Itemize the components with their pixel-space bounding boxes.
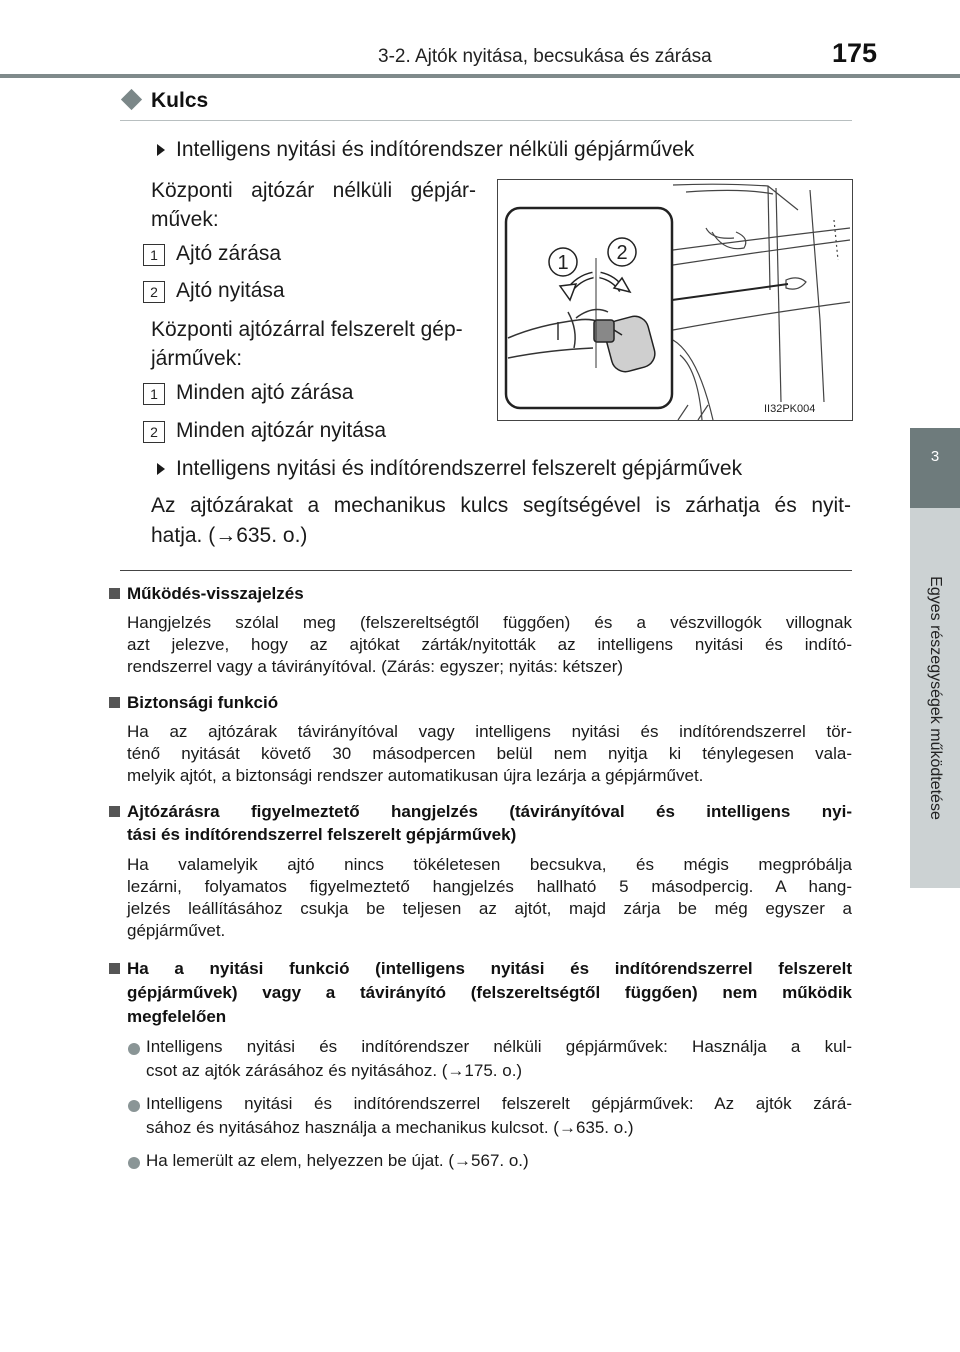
bullet-line: sához és nyitásához használja a mechanikus kulcsot. (→635. o.): [146, 1118, 634, 1137]
note-title: Működés-visszajelzés: [127, 584, 304, 603]
chapter-tab: [910, 428, 960, 508]
bullet-line: Intelligens nyitási és indítórendszerrel felszerelt gépjárművek: Az ajtók zárá-: [146, 1094, 852, 1113]
round-bullet-icon: [128, 1157, 140, 1169]
body-line: Az ajtózárakat a mechanikus kulcs segítségével is zárhatja és nyit-: [151, 494, 851, 517]
step-text: Minden ajtó zárása: [176, 381, 354, 404]
car-door-illustration: [498, 180, 852, 420]
bullet-line: csot az ajtók zárásához és nyitásához. (→175. o.): [146, 1061, 523, 1080]
figure-code: II32PK004: [764, 403, 816, 415]
figure-label-2: 2: [616, 242, 628, 264]
section-title: Kulcs: [151, 89, 209, 112]
section-rule: [120, 120, 852, 121]
diamond-icon: [121, 89, 142, 110]
note-title: Ajtózárásra figyelmeztető hangjelzés (távirányítóval és intelligens nyi-: [127, 802, 852, 821]
square-bullet-icon: [109, 963, 120, 974]
step-number: 2: [143, 281, 165, 303]
note-line: jelzés leállításához csukja be teljesen az ajtót, majd zárja be még egyszer a: [127, 899, 852, 918]
section-divider: [120, 570, 852, 571]
page-number: 175: [832, 38, 878, 68]
step-number: 2: [143, 421, 165, 443]
body-line: művek:: [151, 208, 219, 231]
note-line: Hangjelzés szólal meg (felszereltségtől függően) és a vészvillogók villognak: [127, 613, 852, 632]
note-line: ténő nyitását követő 30 másodpercen belül nem nyitja ki ténylegesen vala-: [127, 744, 852, 763]
note-title: tási és indítórendszerrel felszerelt gépjárművek): [127, 825, 517, 844]
note-title: Ha a nyitási funkció (intelligens nyitási és indítórendszerrel felszerelt: [127, 959, 852, 978]
body-line: Központi ajtózár nélküli gépjár-: [151, 179, 476, 202]
triangle-bullet-icon: [157, 463, 165, 475]
note-line: gépjárművet.: [127, 921, 226, 940]
step-text: Minden ajtózár nyitása: [176, 419, 387, 442]
note-line: Ha az ajtózárak távirányítóval vagy intelligens nyitási és indítórendszerrel tör-: [127, 722, 852, 741]
note-line: melyik ajtót, a biztonsági rendszer automatikusan újra lezárja a gépjárművet.: [127, 766, 704, 785]
subsection-title: Intelligens nyitási és indítórendszerrel felszerelt gépjárművek: [176, 457, 743, 480]
square-bullet-icon: [109, 806, 120, 817]
square-bullet-icon: [109, 697, 120, 708]
note-title: gépjárművek) vagy a távirányító (felszereltségtől függően) nem működik: [127, 983, 852, 1002]
body-line: Központi ajtózárral felszerelt gép-: [151, 318, 463, 341]
note-line: rendszerrel vagy a távirányítóval. (Zárás: egyszer; nyitás: kétszer): [127, 657, 624, 676]
note-line: lezárni, folyamatos figyelmeztető hangjelzés hallható 5 másodpercig. A hang-: [127, 877, 852, 896]
bullet-line: Intelligens nyitási és indítórendszer nélküli gépjárművek: Használja a kul-: [146, 1037, 852, 1056]
step-text: Ajtó nyitása: [176, 279, 285, 302]
figure-label-1: 1: [557, 252, 569, 274]
note-title: megfelelően: [127, 1007, 227, 1026]
bullet-line: Ha lemerült az elem, helyezzen be újat. (→567. o.): [146, 1151, 529, 1170]
header-rule: [0, 74, 960, 78]
round-bullet-icon: [128, 1100, 140, 1112]
chapter-title: Egyes részegységek működtetése: [927, 576, 944, 820]
round-bullet-icon: [128, 1043, 140, 1055]
square-bullet-icon: [109, 588, 120, 599]
note-line: azt jelezve, hogy az ajtókat zárták/nyitották az intelligens nyitási és indító-: [127, 635, 852, 654]
note-title: Biztonsági funkció: [127, 693, 279, 712]
body-line: hatja. (→635. o.): [151, 524, 308, 547]
step-number: 1: [143, 244, 165, 266]
key-lock-figure: [497, 179, 853, 421]
step-text: Ajtó zárása: [176, 242, 282, 265]
note-line: Ha valamelyik ajtó nincs tökéletesen becsukva, és mégis megpróbálja: [127, 855, 852, 874]
step-number: 1: [143, 383, 165, 405]
header-section-title: 3-2. Ajtók nyitása, becsukása és zárása: [378, 46, 712, 67]
chapter-number: 3: [930, 448, 940, 465]
body-line: járművek:: [151, 347, 243, 370]
subsection-title: Intelligens nyitási és indítórendszer nélküli gépjárművek: [176, 138, 695, 161]
triangle-bullet-icon: [157, 144, 165, 156]
